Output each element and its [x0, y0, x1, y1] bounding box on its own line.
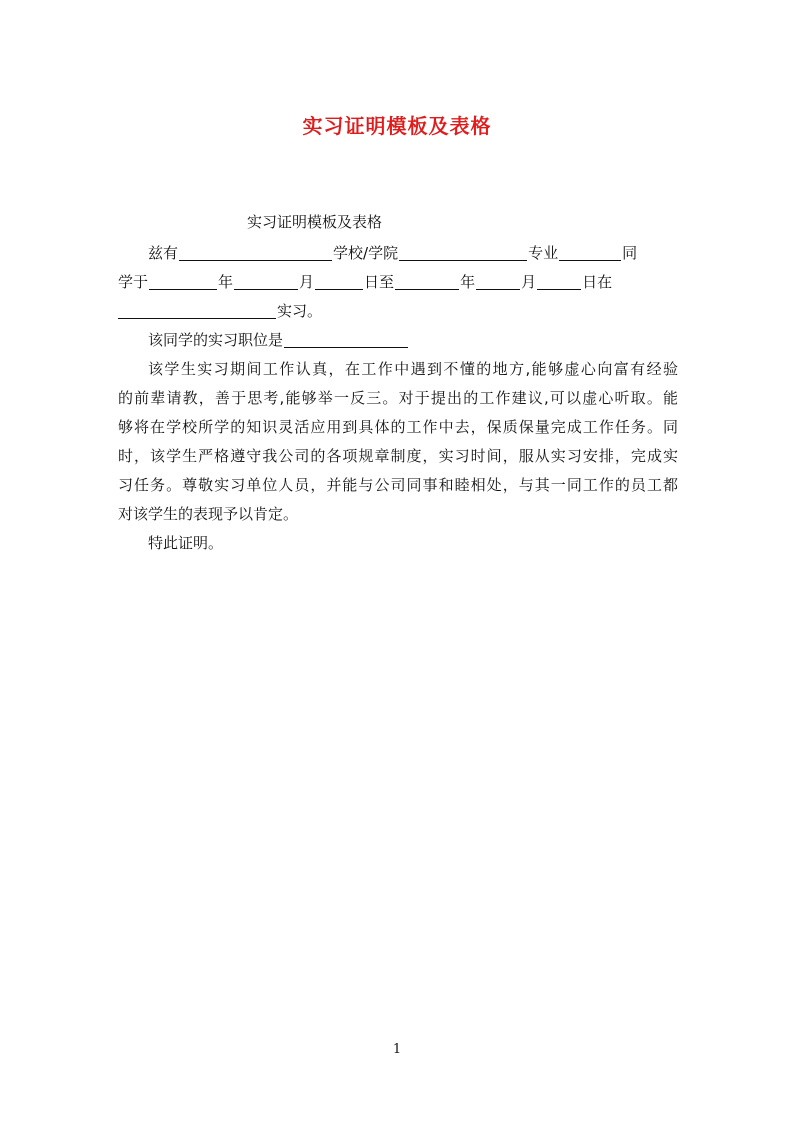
- form-text: 年: [460, 273, 476, 291]
- form-line-2: [118, 268, 678, 297]
- page-number: 1: [392, 1042, 402, 1057]
- name-blank[interactable]: [179, 242, 332, 261]
- start-year-blank[interactable]: [149, 271, 217, 290]
- end-month-blank[interactable]: [476, 271, 520, 290]
- school-blank[interactable]: [399, 242, 527, 261]
- form-text: 学校/学院: [333, 244, 399, 262]
- form-text: 兹有: [148, 244, 179, 262]
- form-text: 月: [521, 273, 537, 291]
- closing-text: 特此证明。: [148, 534, 224, 552]
- form-text: 实习。: [277, 302, 323, 320]
- document-title: 实习证明模板及表格: [302, 114, 492, 138]
- body-line: 该学生实习期间工作认真，在工作中遇到不懂的地方,能够虚心向富有经验: [148, 360, 678, 378]
- form-text: 年: [218, 273, 234, 291]
- end-year-blank[interactable]: [395, 271, 459, 290]
- start-day-blank[interactable]: [315, 271, 363, 290]
- body-line: 时，该学生严格遵守我公司的各项规章制度，实习时间，服从实习安排，完成实: [118, 447, 678, 465]
- end-day-blank[interactable]: [537, 271, 581, 290]
- position-blank[interactable]: [284, 329, 408, 348]
- form-text: 日在: [582, 273, 613, 291]
- company-blank[interactable]: [118, 300, 276, 319]
- position-label: 该同学的实习职位是: [148, 331, 284, 349]
- body-line: 够将在学校所学的知识灵活应用到具体的工作中去，保质保量完成工作任务。同: [118, 418, 678, 436]
- start-month-blank[interactable]: [234, 271, 298, 290]
- position-line: [118, 326, 678, 355]
- form-line-1: [118, 239, 678, 268]
- form-text: 月: [299, 273, 315, 291]
- body-line: 习任务。尊敬实习单位人员，并能与公司同事和睦相处，与其一同工作的员工都: [118, 476, 678, 494]
- major-blank[interactable]: [559, 242, 621, 261]
- certificate-content: [118, 239, 678, 558]
- form-text: 日至: [364, 273, 395, 291]
- form-text: 学于: [118, 273, 149, 291]
- form-text: 专业: [528, 244, 559, 262]
- form-line-3: [118, 297, 678, 326]
- document-subtitle: 实习证明模板及表格: [247, 213, 383, 231]
- form-text: 同: [622, 244, 638, 262]
- body-line: 的前辈请教，善于思考,能够举一反三。对于提出的工作建议,可以虚心听取。能: [118, 389, 678, 407]
- body-line: 对该学生的表现予以肯定。: [118, 505, 299, 523]
